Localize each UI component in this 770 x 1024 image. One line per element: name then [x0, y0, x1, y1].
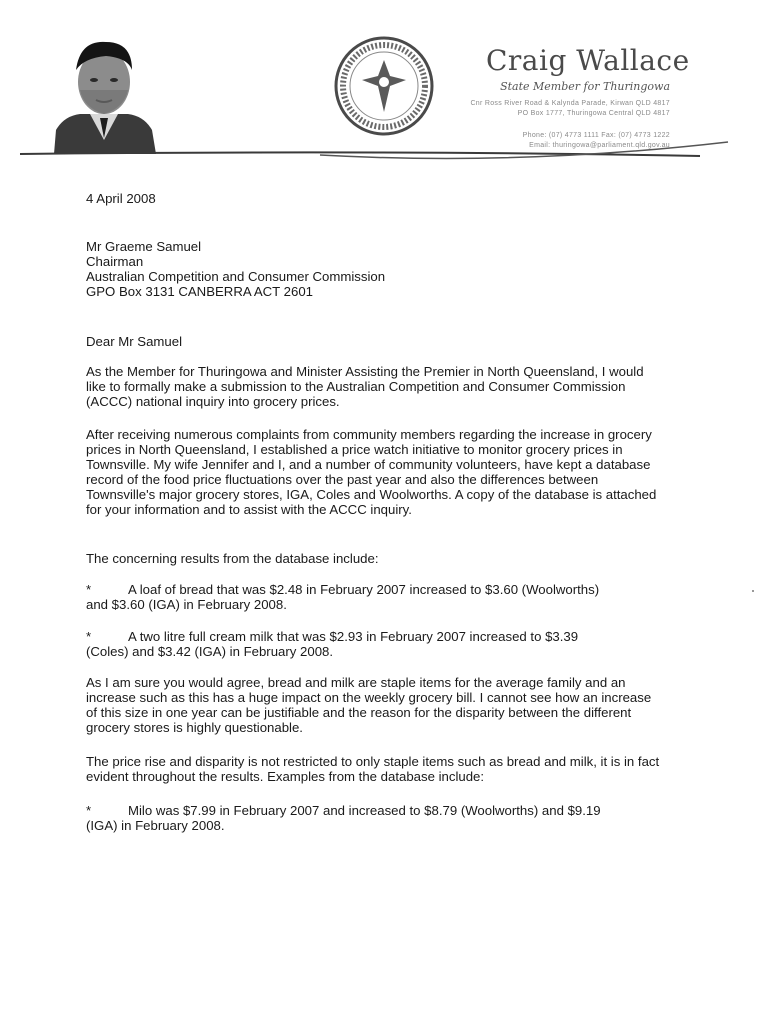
bullet-text-line-1: A two litre full cream milk that was $2.93 in February 2007 increased to $3.39 [128, 629, 579, 644]
letterhead-title: State Member for Thuringowa [500, 80, 670, 93]
recipient-organisation: Australian Competition and Consumer Commission [86, 269, 386, 284]
bullet-text-line-1: A loaf of bread that was $2.48 in February 2007 increased to $3.60 (Woolworths) [128, 582, 600, 597]
recipient-address-block [86, 239, 664, 299]
recipient-address: GPO Box 3131 CANBERRA ACT 2601 [86, 284, 313, 299]
body-paragraph-3: The concerning results from the database include: [86, 551, 379, 566]
member-portrait [44, 30, 164, 154]
letterhead-swoosh-rule [0, 140, 770, 170]
recipient-name: Mr Graeme Samuel [86, 239, 202, 254]
salutation: Dear Mr Samuel [86, 334, 183, 349]
letterhead-phone-fax: Phone: (07) 4773 1111 Fax: (07) 4773 1222 [522, 132, 670, 139]
bullet-text-line-1: Milo was $7.99 in February 2007 and increased to $8.79 (Woolworths) and $9.19 [128, 803, 601, 818]
letterhead-address-line-1: Cnr Ross River Road & Kalynda Parade, Kirwan QLD 4817 [470, 100, 670, 107]
scan-speck [752, 590, 754, 592]
bullet-item [86, 629, 664, 659]
letterhead-email: Email: thuringowa@parliament.qld.gov.au [529, 142, 670, 149]
bullet-text-line-2: (IGA) in February 2008. [86, 818, 225, 833]
bullet-marker: * [86, 803, 92, 818]
letterhead-name: Craig Wallace [486, 44, 690, 77]
bullet-marker: * [86, 582, 92, 597]
bullet-text-line-2: (Coles) and $3.42 (IGA) in February 2008. [86, 644, 334, 659]
body-paragraph-5: The price rise and disparity is not restricted to only staple items such as bread and milk, it is in fact evident throughout the results. Examples from the database include: [86, 754, 660, 784]
bullet-item [86, 803, 664, 833]
bullet-text-line-2: and $3.60 (IGA) in February 2008. [86, 597, 287, 612]
body-paragraph-1: As the Member for Thuringowa and Minister Assisting the Premier in North Queensland, I would like to formally make a submission to the Australian Competition and Consumer Commission (ACCC) national inquiry into grocery prices. [86, 364, 644, 409]
recipient-role: Chairman [86, 254, 144, 269]
bullet-item [86, 582, 664, 612]
letter-date: 4 April 2008 [86, 191, 156, 206]
body-paragraph-2: After receiving numerous complaints from community members regarding the increase in grocery prices in North Queensland, I established a price watch initiative to monitor grocery prices in Townsville. My wife Jennifer and I, and a number of community volunteers, have kept a database record of the food price fluctuations over the past year and also the differences between Townsville's major grocery stores, IGA, Coles and Woolworths. A copy of the database is attached for your information and to assist with the ACCC inquiry. [86, 427, 657, 517]
body-paragraph-4: As I am sure you would agree, bread and milk are staple items for the average family and an increase such as this has a huge impact on the weekly grocery bill. I cannot see how an increase of this size in one year can be justifiable and the reason for the disparity between the different grocery stores is highly questionable. [86, 675, 652, 735]
letterhead [0, 0, 770, 180]
queensland-seal-logo [334, 36, 434, 136]
letterhead-address-line-2: PO Box 1777, Thuringowa Central QLD 4817 [517, 110, 670, 117]
bullet-marker: * [86, 629, 92, 644]
